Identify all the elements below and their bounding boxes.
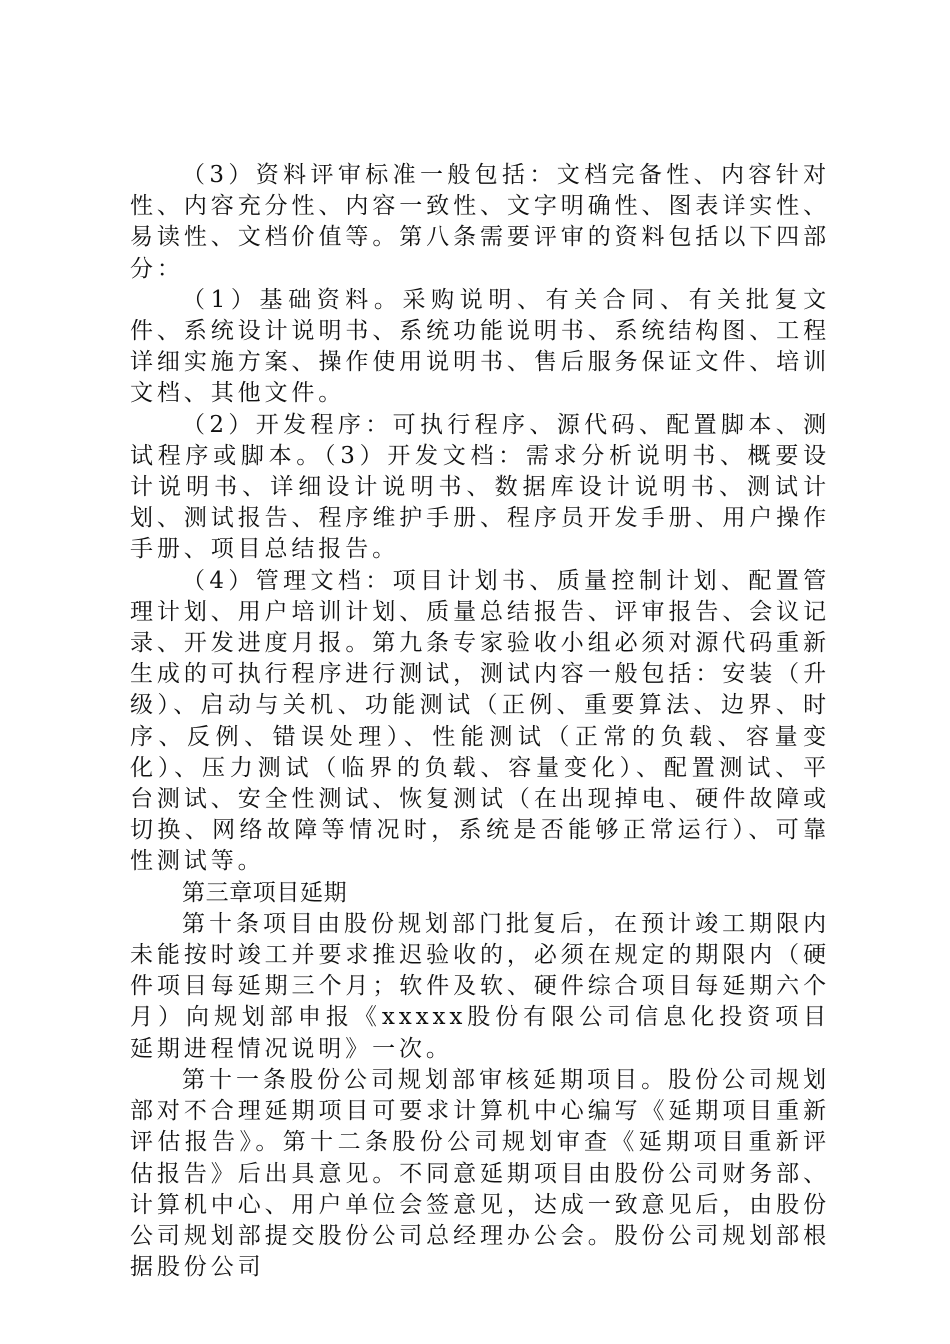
paragraph-management-documents: （4）管理文档：项目计划书、质量控制计划、配置管理计划、用户培训计划、质量总结报告、评审报告、会议记录、开发进度月报。第九条专家验收小组必须对源代码重新生成的可执行程序进行测试，测试内容一般包括：安装（升级）、启动与关机、功能测试（正例、重要算法、边界、时序、反例、错误处理）、性能测试（正常的负载、容量变化）、压力测试（临界的负载、容量变化）、配置测试、平台测试、安全性测试、恢复测试（在出现掉电、硬件故障或切换、网络故障等情况时，系统是否能够正常运行）、可靠性测试等。 bbox=[130, 567, 830, 875]
paragraph-article-10: 第十条项目由股份规划部门批复后，在预计竣工期限内未能按时竣工并要求推迟验收的，必须在规定的期限内（硬件项目每延期三个月；软件及软、硬件综合项目每延期六个月）向规划部申报《xxxxx股份有限公司信息化投资项目延期进程情况说明》一次。 bbox=[130, 910, 830, 1062]
document-body bbox=[130, 160, 830, 1283]
chapter-heading: 第三章项目延期 bbox=[182, 879, 348, 906]
paragraph-article-11: 第十一条股份公司规划部审核延期项目。股份公司规划部对不合理延期项目可要求计算机中心编写《延期项目重新评估报告》。第十二条股份公司规划审查《延期项目重新评估报告》后出具意见。不同意延期项目由股份公司财务部、计算机中心、用户单位会签意见，达成一致意见后，由股份公司规划部提交股份公司总经理办公会。股份公司规划部根据股份公司 bbox=[130, 1066, 830, 1281]
paragraph-development-program: （2）开发程序：可执行程序、源代码、配置脚本、测试程序或脚本。（3）开发文档：需求分析说明书、概要设计说明书、详细设计说明书、数据库设计说明书、测试计划、测试报告、程序维护手册、程序员开发手册、用户操作手册、项目总结报告。 bbox=[130, 411, 830, 563]
paragraph-basic-materials: （1）基础资料。采购说明、有关合同、有关批复文件、系统设计说明书、系统功能说明书、系统结构图、工程详细实施方案、操作使用说明书、售后服务保证文件、培训文档、其他文件。 bbox=[130, 286, 830, 407]
paragraph-review-criteria: （3）资料评审标准一般包括：文档完备性、内容针对性、内容充分性、内容一致性、文字明确性、图表详实性、易读性、文档价值等。第八条需要评审的资料包括以下四部分： bbox=[130, 162, 830, 282]
